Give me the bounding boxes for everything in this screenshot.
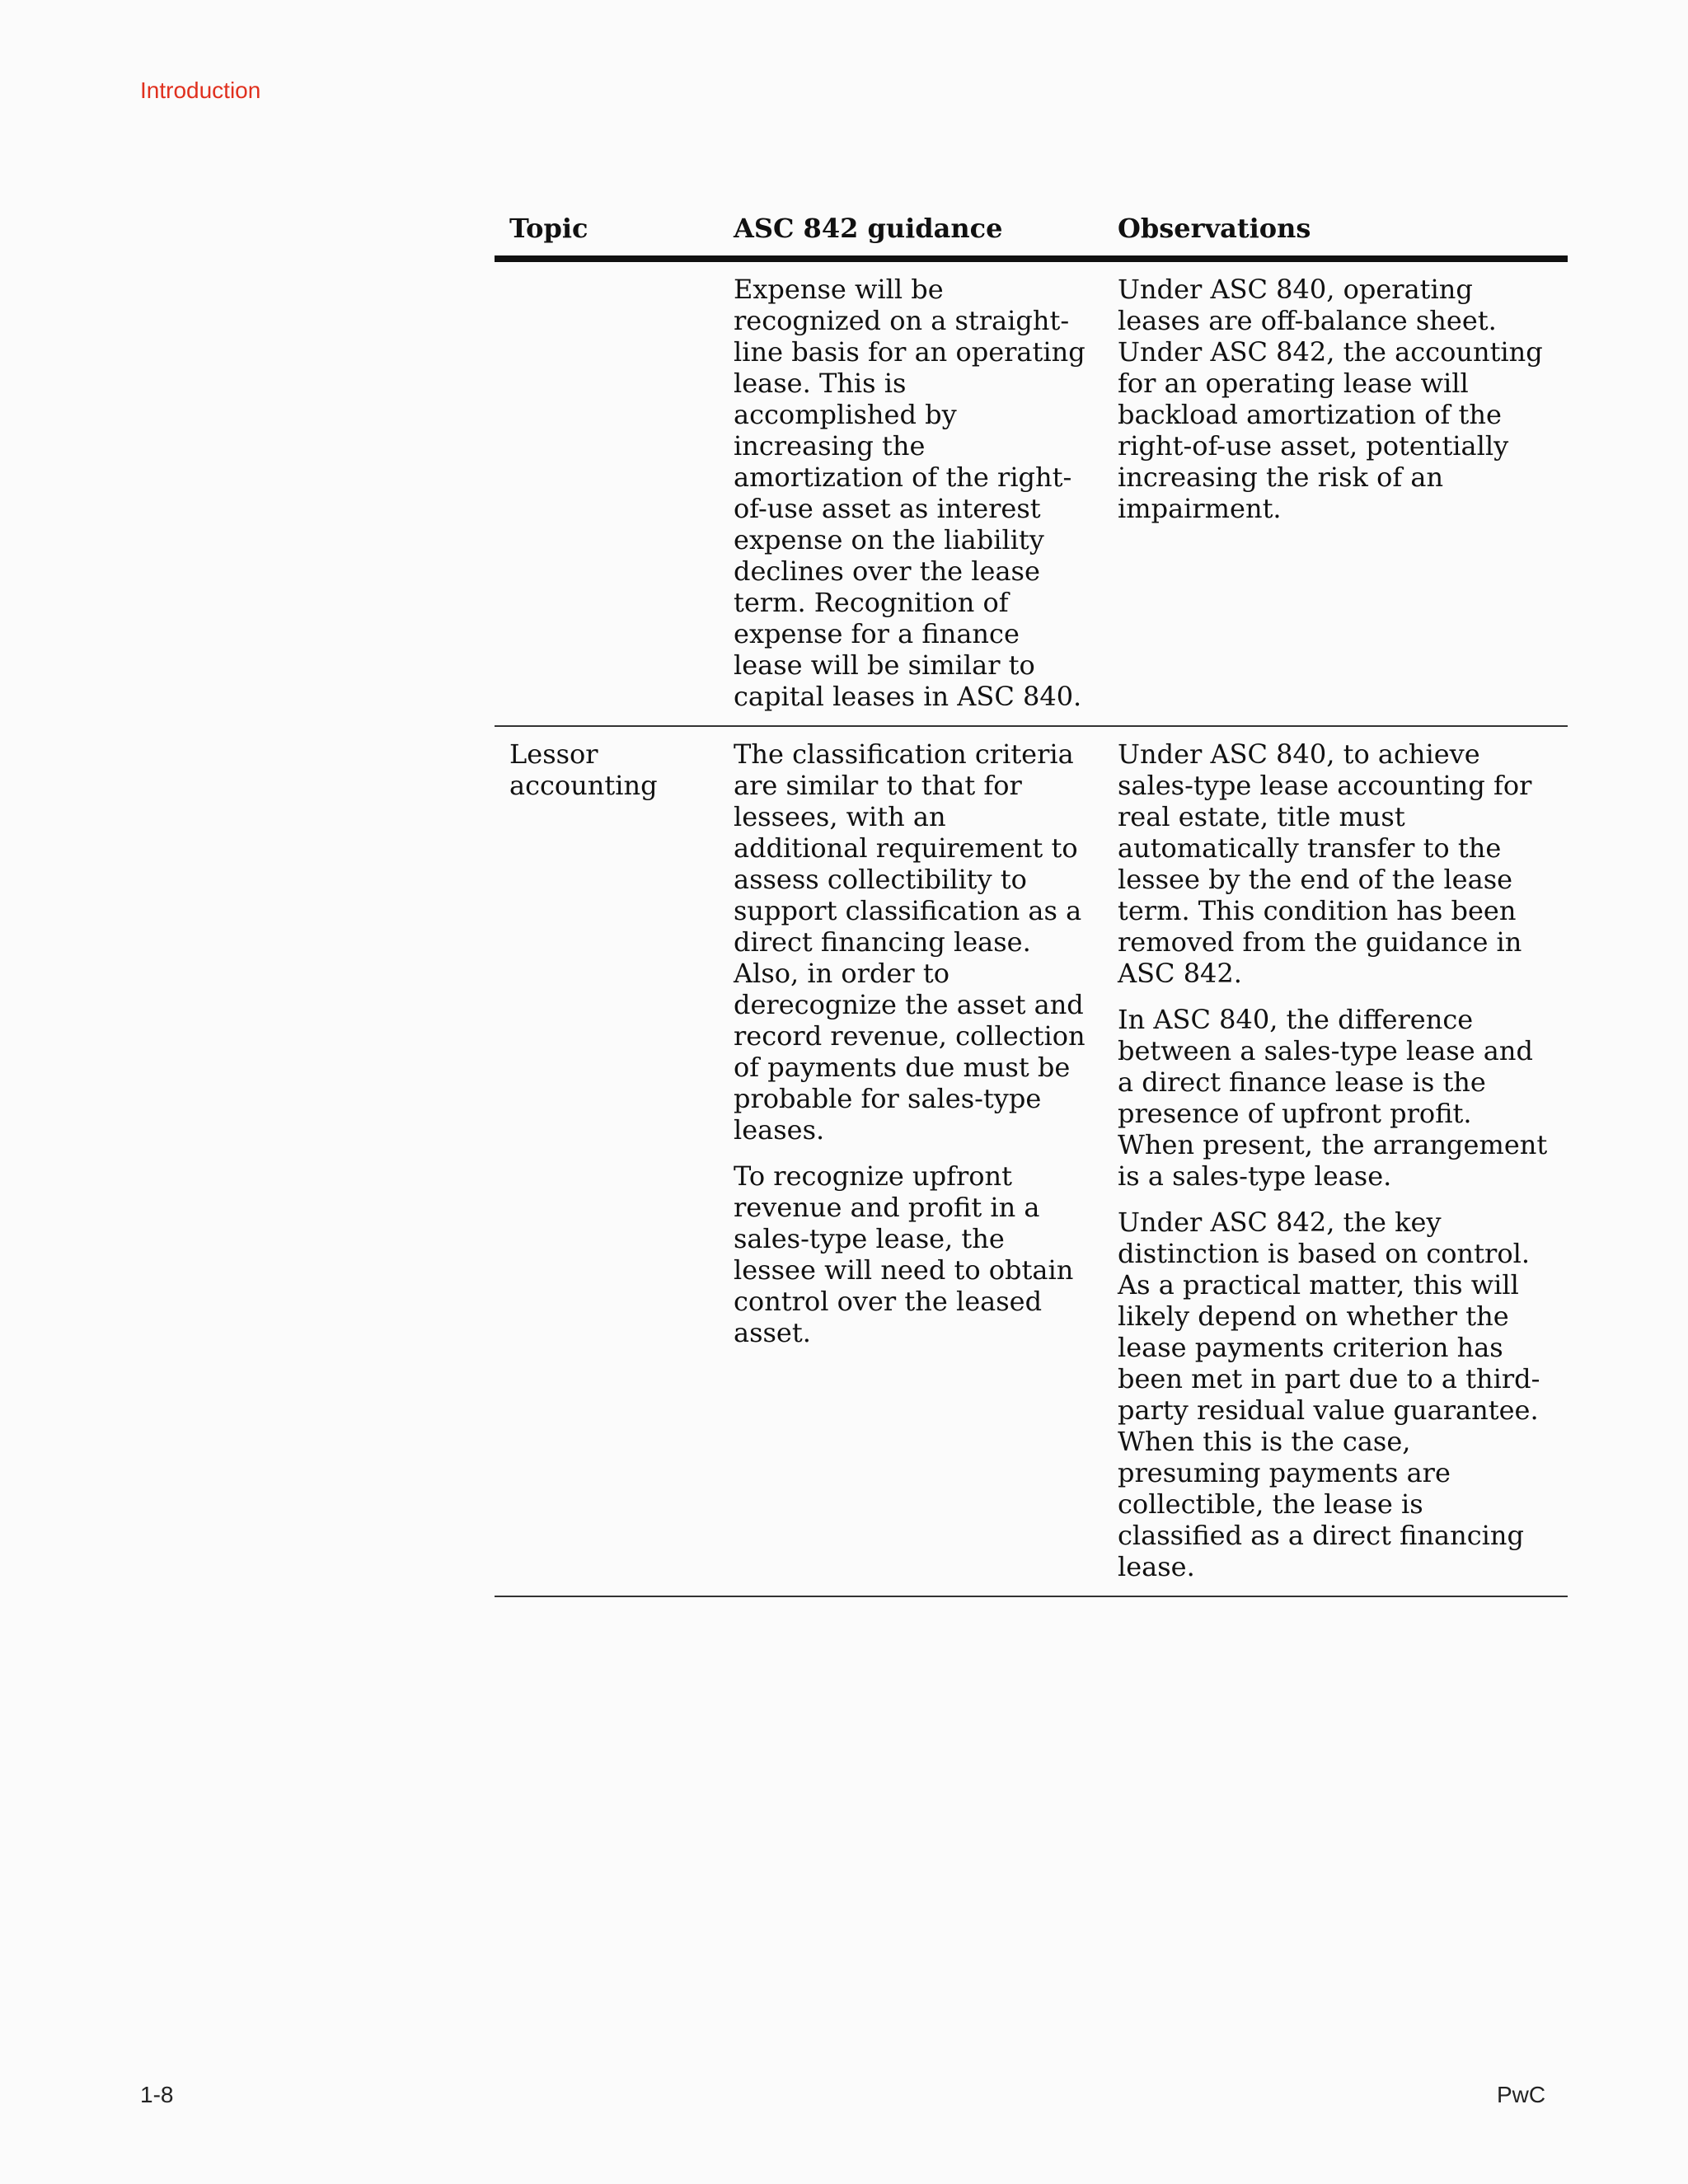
guidance-cell: [719, 259, 1103, 726]
observations-cell: [1103, 259, 1568, 726]
column-header-guidance: ASC 842 guidance: [719, 213, 1103, 259]
observation-paragraph: Under ASC 842, the key distinction is based on control. As a practical matter, this will likely depend on whether the lease payments criterion has been met in part due to a third-party residual value guarantee. When this is the case, presuming payments are collectible, the lease is classified as a direct financing lease.: [1118, 1207, 1540, 1583]
observation-paragraph: Under ASC 840, to achieve sales-type lease accounting for real estate, title must automatically transfer to the lessee by the end of the lease term. This condition has been removed from the guidance in ASC 842.: [1118, 738, 1532, 990]
table-header-row: [495, 213, 1568, 259]
guidance-cell: [719, 726, 1103, 1596]
page-number: 1-8: [140, 2082, 174, 2107]
footer-brand: PwC: [1497, 2082, 1546, 2107]
section-header: Introduction: [140, 77, 261, 103]
column-header-topic: Topic: [495, 213, 719, 259]
topic-cell: [495, 259, 719, 726]
observations-cell: [1103, 726, 1568, 1596]
topic-cell: Lessor accounting: [495, 726, 719, 1596]
comparison-table: [495, 213, 1568, 1597]
column-header-observations: Observations: [1103, 213, 1568, 259]
table-row: [495, 726, 1568, 1596]
table-row: [495, 259, 1568, 726]
observation-paragraph: In ASC 840, the difference between a sales-type lease and a direct finance lease is the presence of upfront profit. When present, the arrangement is a sales-type lease.: [1118, 1004, 1548, 1193]
guidance-paragraph: To recognize upfront revenue and profit in a sales-type lease, the lessee will need to obtain control over the leased asset.: [734, 1160, 1074, 1349]
guidance-paragraph: The classification criteria are similar to that for lessees, with an additional requirement to assess collectibility to support classification as a direct financing lease. Also, in order to derecognize the asset and record revenue, collection of payments due must be probable for sales-type leases.: [734, 738, 1085, 1146]
guidance-paragraph: Expense will be recognized on a straight-line basis for an operating lease. This is accomplished by increasing the amortization of the right-of-use asset as interest expense on the liability declines over the lease term. Recognition of expense for a finance lease will be similar to capital leases in ASC 840.: [734, 274, 1085, 713]
observation-paragraph: Under ASC 840, operating leases are off-balance sheet. Under ASC 842, the accounting for an operating lease will backload amortization of the right-of-use asset, potentially increasing the risk of an impairment.: [1118, 274, 1543, 525]
